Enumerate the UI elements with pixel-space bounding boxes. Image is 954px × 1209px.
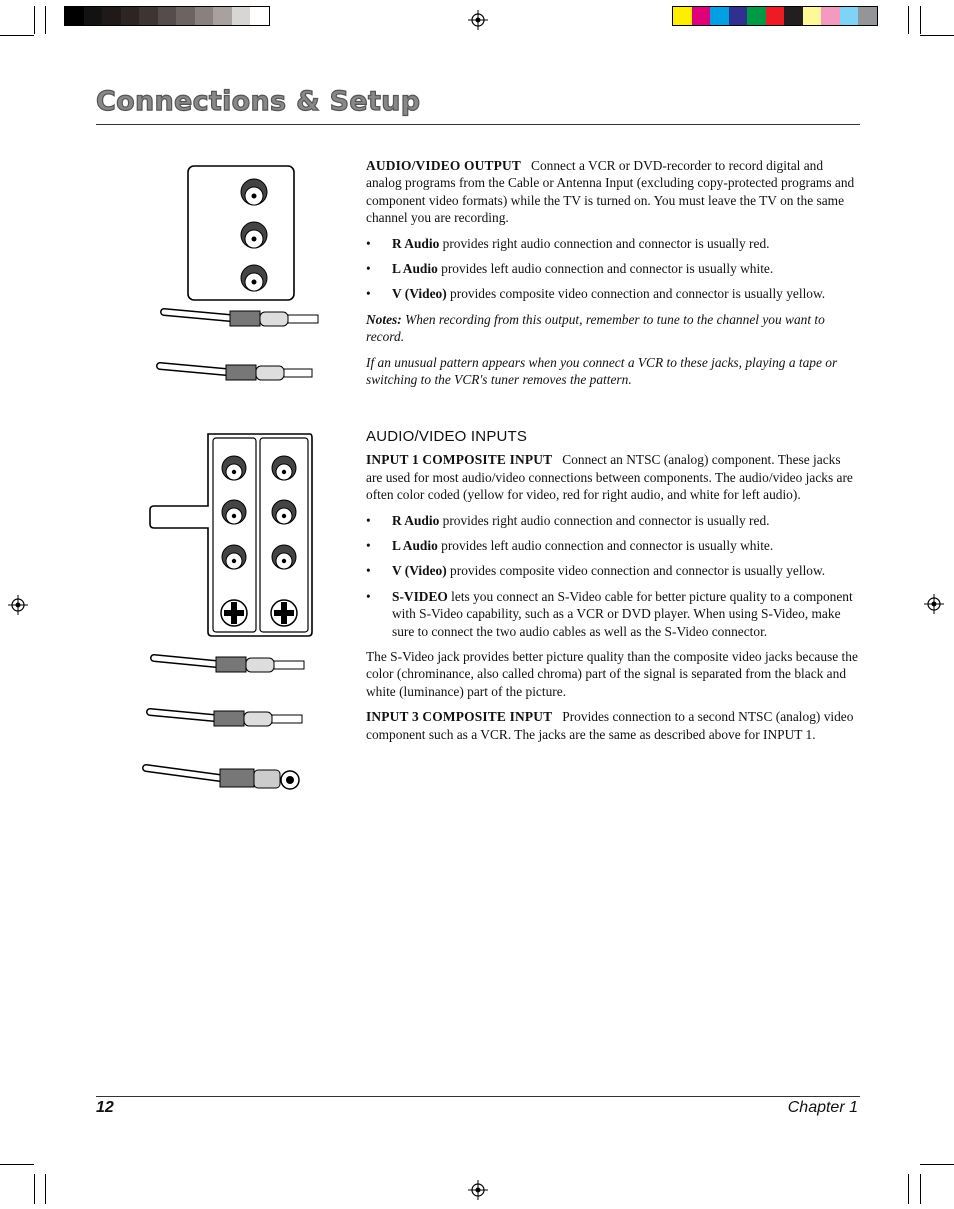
svideo-cable-icon xyxy=(146,768,299,789)
input1-paragraph xyxy=(366,451,858,503)
color-swatch xyxy=(784,7,803,25)
list-item xyxy=(366,588,858,640)
pattern-note: If an unusual pattern appears when you connect a VCR to these jacks, playing a tape or switching to the VCR's tuner removes the pattern. xyxy=(366,354,838,388)
color-swatch xyxy=(158,7,177,25)
rca-cable-icon xyxy=(164,311,318,326)
av-inputs-heading: AUDIO/VIDEO INPUTS xyxy=(366,428,528,445)
av-output-text: Connect a VCR or DVD-recorder to record digital and analog programs from the Cable or Antenna Input (excluding copy-protected programs and component video formats) while the TV is turned on. You must leave the TV on the same channel you are recording. xyxy=(366,158,855,226)
chapter-label: Chapter 1 xyxy=(787,1099,858,1116)
bullet-term: V (Video) xyxy=(392,563,447,579)
rca-cable-icon xyxy=(150,711,302,726)
input1-text: Connect an NTSC (analog) component. These jacks are used for most audio/video connections between components. The audio/video jacks are often color coded (yellow for video, red for right audio, and white for left audio). xyxy=(366,452,853,503)
color-swatch xyxy=(176,7,195,25)
grayscale-calibration-bar xyxy=(64,6,270,26)
registration-target-icon xyxy=(468,1180,488,1200)
input1-lead: INPUT 1 COMPOSITE INPUT xyxy=(366,452,553,468)
color-swatch xyxy=(692,7,711,25)
registration-target-icon xyxy=(8,595,28,615)
notes-label: Notes: xyxy=(366,311,402,327)
color-swatch xyxy=(840,7,859,25)
registration-target-icon xyxy=(468,10,488,30)
av-output-intro xyxy=(366,157,858,227)
recording-note xyxy=(366,311,858,346)
color-swatch xyxy=(821,7,840,25)
bullet-term: S-VIDEO xyxy=(392,588,448,604)
color-swatch xyxy=(232,7,251,25)
list-item xyxy=(366,235,858,252)
color-swatch xyxy=(747,7,766,25)
footer-rule xyxy=(96,1096,860,1097)
bullet-text: provides left audio connection and connector is usually white. xyxy=(441,538,774,554)
rca-cable-icon xyxy=(154,657,304,672)
bullet-text: lets you connect an S-Video cable for better picture quality to a component with S-Video capability, such as a VCR or DVD player. When using S-Video, make sure to connect the two audio cables as well as the S-Video connector. xyxy=(392,588,853,639)
rca-jack-icon xyxy=(272,500,296,524)
rca-jack-icon xyxy=(222,545,246,569)
rca-jack-icon xyxy=(222,500,246,524)
color-swatch xyxy=(102,7,121,25)
bullet-term: L Audio xyxy=(392,538,438,554)
list-item xyxy=(366,260,858,277)
color-swatch xyxy=(250,7,269,25)
av-inputs-bullets xyxy=(366,512,858,640)
registration-target-icon xyxy=(924,594,944,614)
list-item xyxy=(366,537,858,554)
bullet-term: L Audio xyxy=(392,261,438,277)
input3-paragraph xyxy=(366,708,858,743)
bullet-text: provides left audio connection and connector is usually white. xyxy=(441,261,774,277)
page-title: Connections & Setup xyxy=(96,86,421,117)
rca-jack-icon xyxy=(241,179,267,205)
page-number: 12 xyxy=(96,1099,114,1116)
bullet-text: provides composite video connection and connector is usually yellow. xyxy=(450,286,826,302)
color-swatch xyxy=(710,7,729,25)
av-output-jacks-illustration xyxy=(150,160,330,400)
rca-jack-icon xyxy=(241,222,267,248)
color-swatch xyxy=(803,7,822,25)
rca-jack-icon xyxy=(272,545,296,569)
svideo-explanation: The S-Video jack provides better picture quality than the composite video jacks because the color (chrominance, also called chroma) part of the signal is separated from the black and white (luminance) part of the picture. xyxy=(366,649,858,699)
color-swatch xyxy=(139,7,158,25)
color-swatch xyxy=(858,7,877,25)
rca-jack-icon xyxy=(241,265,267,291)
header-rule xyxy=(96,124,860,125)
bullet-text: provides composite video connection and connector is usually yellow. xyxy=(450,563,826,579)
list-item xyxy=(366,562,858,579)
av-output-section xyxy=(366,157,858,396)
color-swatch xyxy=(766,7,785,25)
svideo-jack-icon xyxy=(221,600,247,626)
rca-jack-icon xyxy=(222,456,246,480)
color-swatch xyxy=(65,7,84,25)
bullet-term: R Audio xyxy=(392,512,440,528)
color-calibration-bar xyxy=(672,6,878,26)
note-text: When recording from this output, remember to tune to the channel you want to record. xyxy=(366,311,825,345)
bullet-text: provides right audio connection and connector is usually red. xyxy=(442,512,770,528)
color-swatch xyxy=(673,7,692,25)
color-swatch xyxy=(84,7,103,25)
color-swatch xyxy=(195,7,214,25)
av-inputs-jacks-illustration xyxy=(140,430,320,805)
list-item xyxy=(366,512,858,529)
color-swatch xyxy=(121,7,140,25)
input3-text: Provides connection to a second NTSC (analog) video component such as a VCR. The jacks are the same as described above for INPUT 1. xyxy=(366,709,854,742)
input3-lead: INPUT 3 COMPOSITE INPUT xyxy=(366,709,553,725)
av-inputs-section xyxy=(366,428,858,751)
bullet-text: provides right audio connection and connector is usually red. xyxy=(442,235,770,251)
list-item xyxy=(366,285,858,302)
color-swatch xyxy=(729,7,748,25)
bullet-term: V (Video) xyxy=(392,286,447,302)
color-swatch xyxy=(213,7,232,25)
bullet-term: R Audio xyxy=(392,235,440,251)
av-output-bullets xyxy=(366,235,858,303)
av-output-lead: AUDIO/VIDEO OUTPUT xyxy=(366,158,522,173)
rca-cable-icon xyxy=(160,365,312,380)
svideo-jack-icon xyxy=(271,600,297,626)
rca-jack-icon xyxy=(272,456,296,480)
